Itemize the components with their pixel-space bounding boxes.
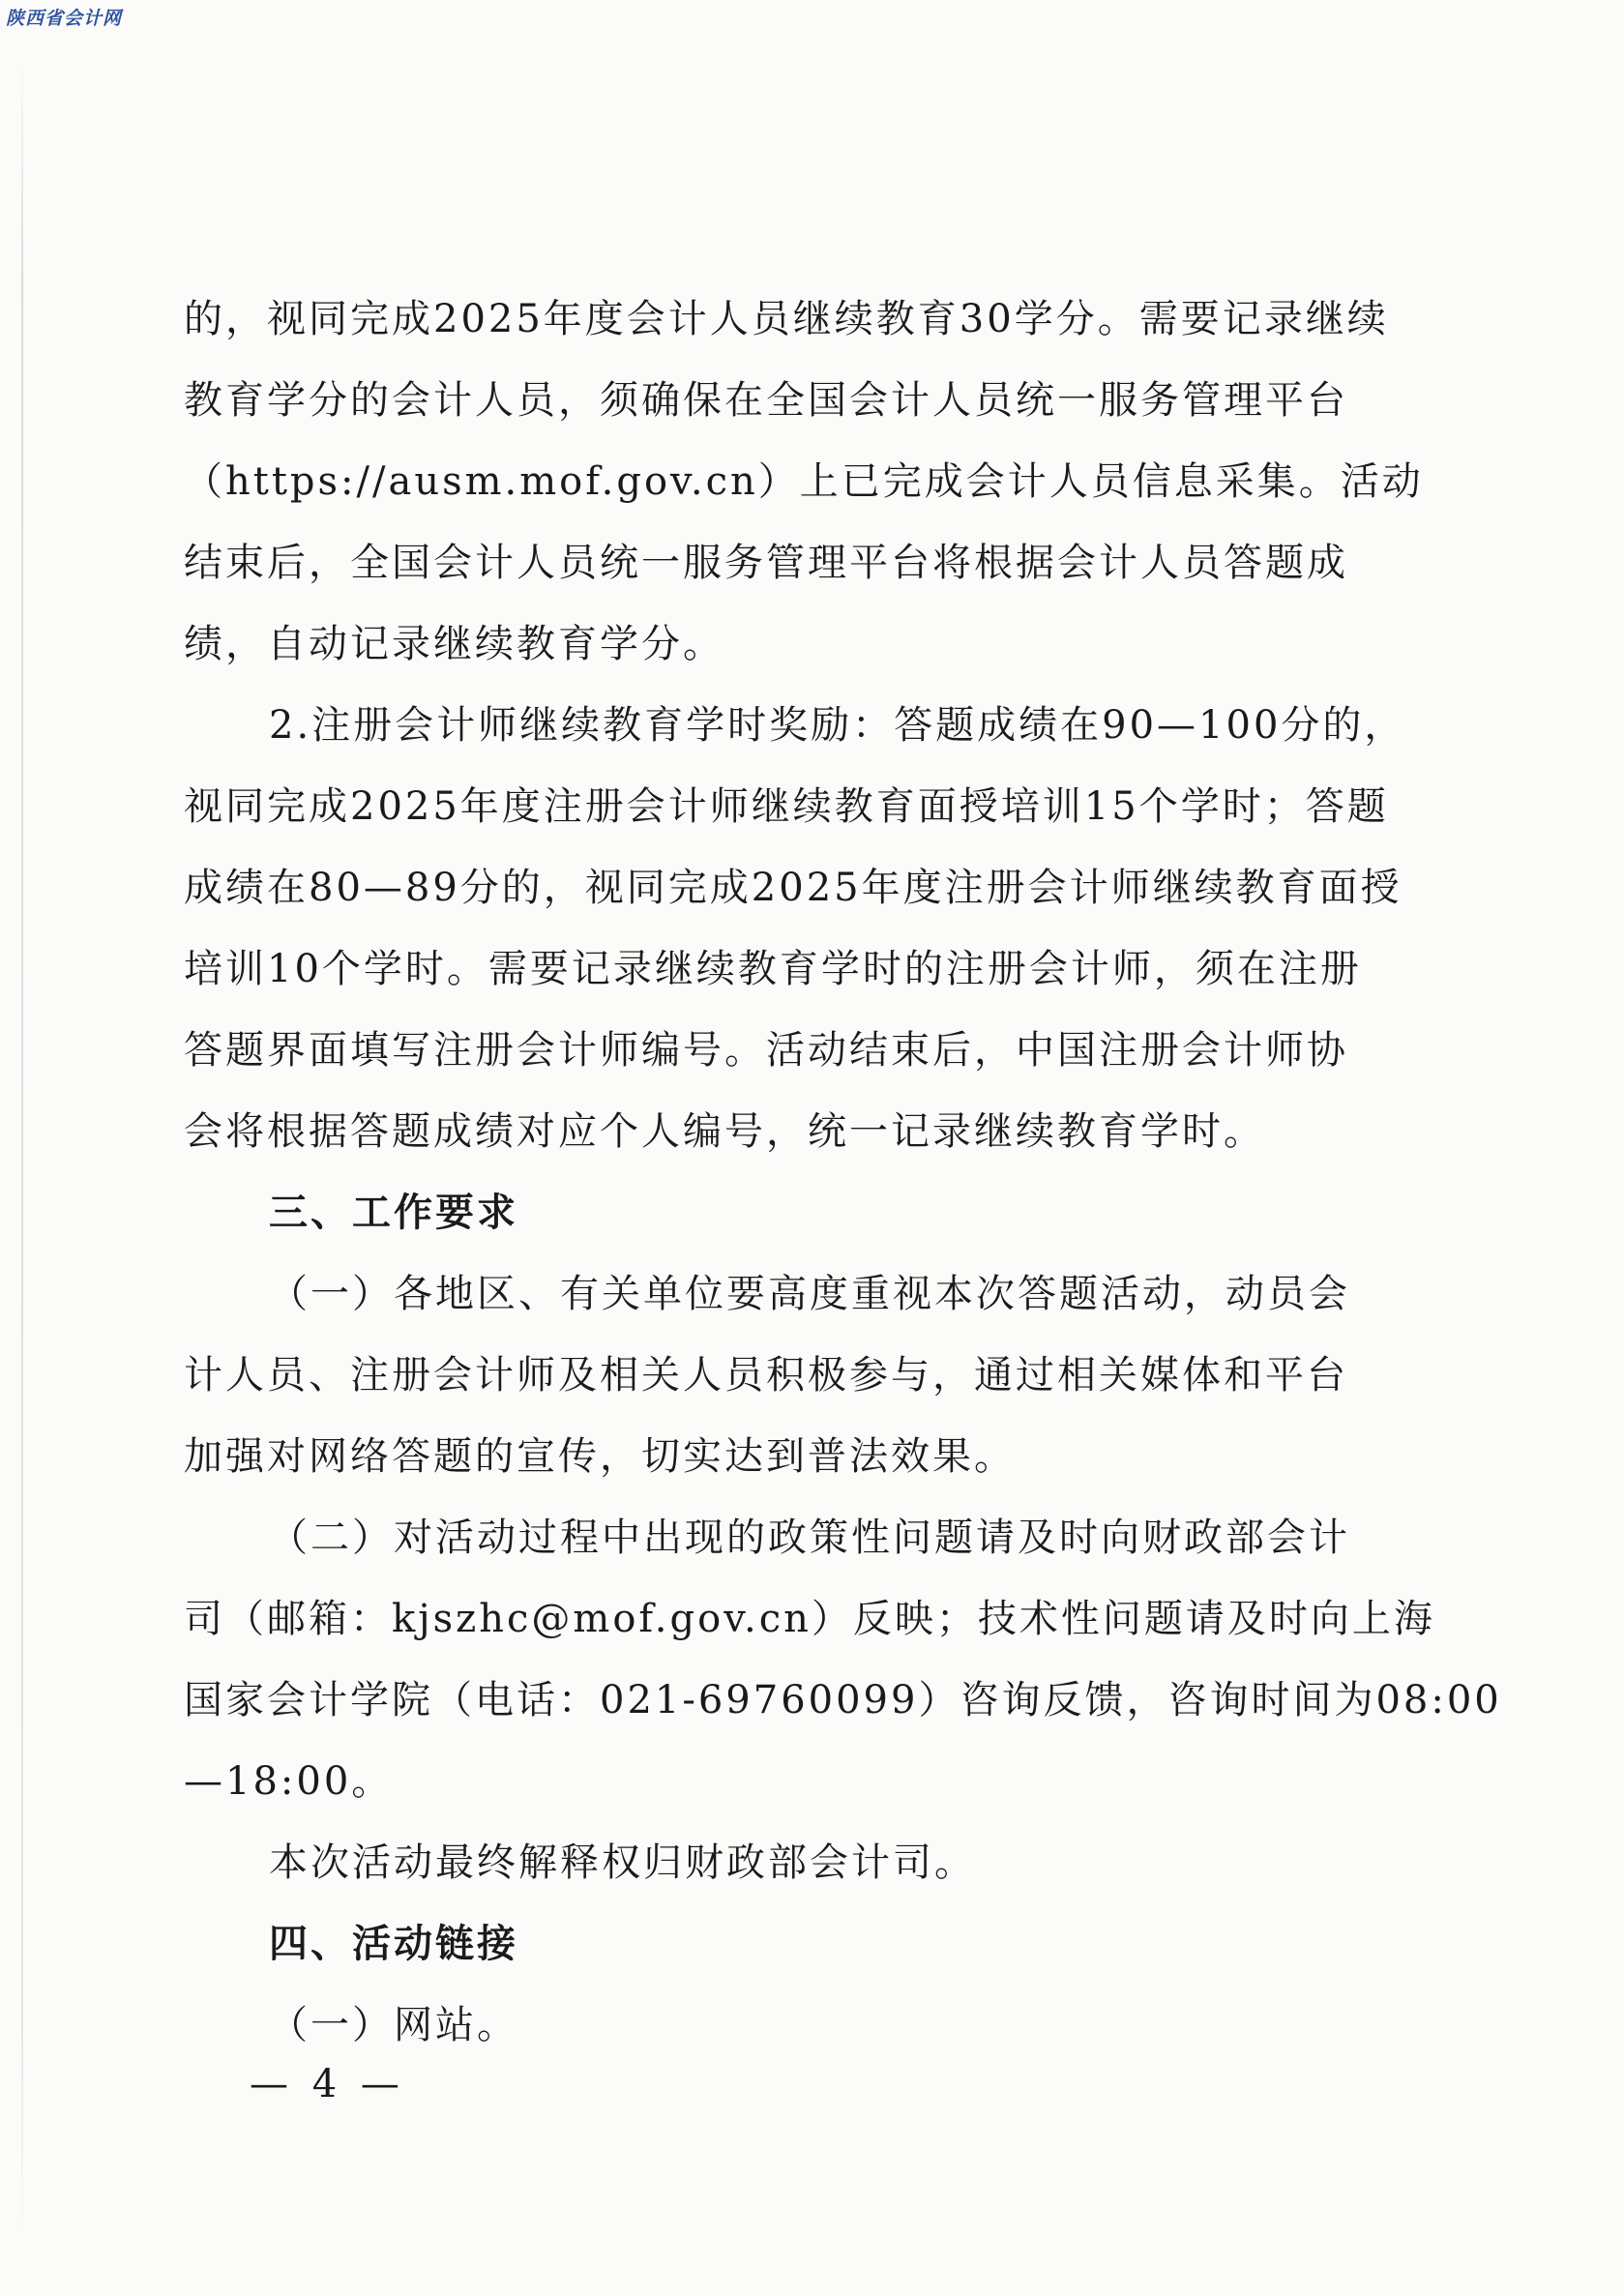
scan-edge-shadow [21, 58, 23, 2234]
body-line: 答题界面填写注册会计师编号。活动结束后，中国注册会计师协 [184, 1028, 1348, 1073]
document-body [184, 279, 1502, 2066]
section-heading: 四、活动链接 [269, 1922, 518, 1966]
body-line: 2.注册会计师继续教育学时奖励：答题成绩在90—100分的， [269, 703, 1406, 748]
body-line: —18:00。 [184, 1759, 394, 1804]
body-line: 绩，自动记录继续教育学分。 [184, 622, 724, 666]
body-line: 的，视同完成2025年度会计人员继续教育30学分。需要记录继续 [184, 297, 1389, 341]
body-line: 培训10个学时。需要记录继续教育学时的注册会计师，须在注册 [184, 947, 1362, 991]
body-line: 国家会计学院（电话：021-69760099）咨询反馈，咨询时间为08:00 [184, 1678, 1502, 1722]
site-watermark: 陕西省会计网 [6, 8, 123, 29]
body-line: 加强对网络答题的宣传，切实达到普法效果。 [184, 1434, 1016, 1479]
body-line: 结束后，全国会计人员统一服务管理平台将根据会计人员答题成 [184, 541, 1348, 585]
section-heading: 三、工作要求 [269, 1191, 518, 1235]
page-number: — 4 — [250, 2062, 405, 2106]
body-line: 视同完成2025年度注册会计师继续教育面授培训15个学时；答题 [184, 784, 1389, 829]
body-line: 司（邮箱：kjszhc@mof.gov.cn）反映；技术性问题请及时向上海 [184, 1597, 1435, 1641]
body-line: 会将根据答题成绩对应个人编号，统一记录继续教育学时。 [184, 1109, 1265, 1154]
body-line: （二）对活动过程中出现的政策性问题请及时向财政部会计 [269, 1516, 1350, 1560]
body-line: 教育学分的会计人员，须确保在全国会计人员统一服务管理平台 [184, 378, 1348, 423]
body-line: （一）网站。 [269, 2003, 518, 2047]
body-line: 计人员、注册会计师及相关人员积极参与，通过相关媒体和平台 [184, 1353, 1348, 1398]
body-line: （https://ausm.mof.gov.cn）上已完成会计人员信息采集。活动 [184, 459, 1424, 504]
body-line: 本次活动最终解释权归财政部会计司。 [269, 1840, 976, 1885]
body-line: （一）各地区、有关单位要高度重视本次答题活动，动员会 [269, 1272, 1350, 1316]
body-line: 成绩在80—89分的，视同完成2025年度注册会计师继续教育面授 [184, 866, 1403, 910]
